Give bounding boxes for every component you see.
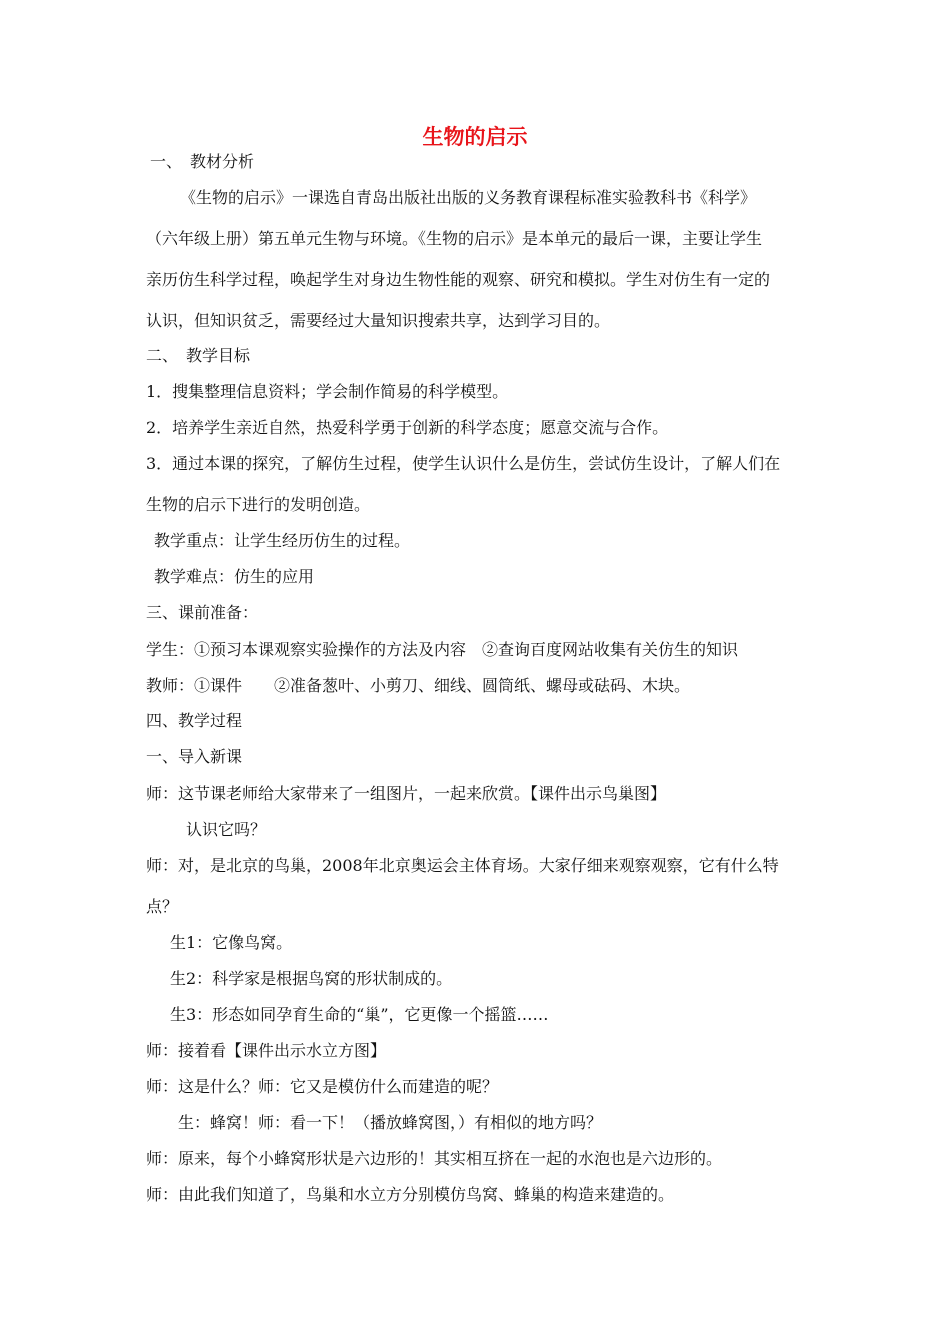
paragraph-line: （六年级上册）第五单元生物与环境。《生物的启示》是本单元的最后一课，主要让学生 [146, 229, 763, 248]
section-heading-4: 四、教学过程 [146, 711, 243, 730]
dialogue-line: 师：这是什么？师：它又是模仿什么而建造的呢？ [146, 1077, 499, 1096]
dialogue-line: 师：接着看【课件出示水立方图】 [146, 1041, 387, 1060]
dialogue-line: 生：蜂窝！师：看一下！（播放蜂窝图，）有相似的地方吗？ [178, 1113, 603, 1132]
dialogue-line: 师：对，是北京的鸟巢，2008年北京奥运会主体育场。大家仔细来观察观察，它有什么特 [146, 856, 779, 875]
paragraph-line: 生物的启示下进行的发明创造。 [146, 495, 371, 514]
objective-item: 3．通过本课的探究，了解仿生过程，使学生认识什么是仿生，尝试仿生设计，了解人们在 [146, 454, 781, 473]
objective-item: 1．搜集整理信息资料；学会制作简易的科学模型。 [146, 382, 509, 401]
dialogue-line: 师：原来，每个小蜂窝形状是六边形的！其实相互挤在一起的水泡也是六边形的。 [146, 1149, 723, 1168]
section-heading-3: 三、课前准备： [146, 603, 259, 622]
section-heading-1: 一、 教材分析 [150, 152, 255, 171]
preparation-item: 教师：①课件 ②准备葱叶、小剪刀、细线、圆筒纸、螺母或砝码、木块。 [146, 676, 691, 695]
document-title: 生物的启示 [422, 125, 528, 149]
subsection-heading: 一、导入新课 [146, 747, 243, 766]
dialogue-line: 点？ [146, 897, 179, 916]
dialogue-line: 师：由此我们知道了，鸟巢和水立方分别模仿鸟窝、蜂巢的构造来建造的。 [146, 1185, 675, 1204]
paragraph-line: 认识，但知识贫乏，需要经过大量知识搜索共享，达到学习目的。 [146, 311, 611, 330]
key-point: 教学重点：让学生经历仿生的过程。 [154, 531, 411, 550]
paragraph-line: 《生物的启示》一课选自青岛出版社出版的义务教育课程标准实验教科书《科学》 [180, 188, 757, 207]
objective-item: 2．培养学生亲近自然，热爱科学勇于创新的科学态度；愿意交流与合作。 [146, 418, 669, 437]
dialogue-line: 生1：它像鸟窝。 [170, 933, 293, 952]
dialogue-line: 师：这节课老师给大家带来了一组图片，一起来欣赏。【课件出示鸟巢图】 [146, 784, 667, 803]
paragraph-line: 亲历仿生科学过程，唤起学生对身边生物性能的观察、研究和模拟。学生对仿生有一定的 [146, 270, 771, 289]
dialogue-line: 认识它吗？ [186, 820, 267, 839]
dialogue-line: 生3：形态如同孕育生命的“巢”，它更像一个摇篮…… [170, 1005, 549, 1024]
section-heading-2: 二、 教学目标 [146, 346, 251, 365]
preparation-item: 学生：①预习本课观察实验操作的方法及内容 ②查询百度网站收集有关仿生的知识 [146, 640, 739, 659]
dialogue-line: 生2：科学家是根据鸟窝的形状制成的。 [170, 969, 453, 988]
difficult-point: 教学难点：仿生的应用 [154, 567, 315, 586]
